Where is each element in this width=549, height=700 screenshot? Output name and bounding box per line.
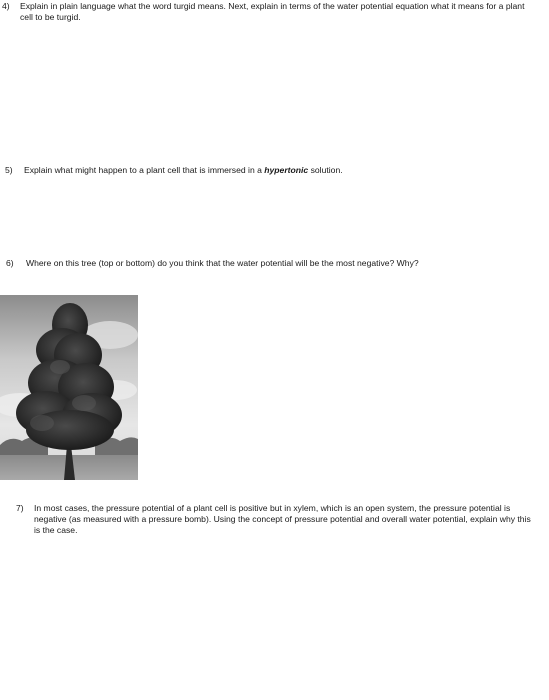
question-4 — [2, 1, 532, 23]
question-7-number: 7) — [16, 503, 24, 513]
question-5-text-after: solution. — [308, 165, 343, 175]
question-5-text-before: Explain what might happen to a plant cell that is immersed in a — [24, 165, 265, 175]
question-7-text: In most cases, the pressure potential of a plant cell is positive but in xylem, which is an open system, the pressure potential is negative (as measured with a pressure bomb). Using the concept of pressure potential and overall water potential, explain why this is the case. — [34, 503, 531, 535]
question-5 — [5, 165, 535, 176]
question-6 — [6, 258, 536, 269]
question-7 — [16, 503, 536, 536]
tree-photo — [0, 295, 138, 480]
question-4-number: 4) — [2, 1, 10, 11]
question-5-text — [5, 165, 535, 176]
question-6-text: Where on this tree (top or bottom) do you think that the water potential will be the most negative? Why? — [26, 258, 419, 268]
question-5-number: 5) — [5, 165, 13, 175]
hypertonic-emphasis: hypertonic — [264, 165, 309, 175]
question-4-text: Explain in plain language what the word turgid means. Next, explain in terms of the water potential equation what it means for a plant cell to be turgid. — [20, 1, 525, 22]
question-6-number: 6) — [6, 258, 14, 268]
